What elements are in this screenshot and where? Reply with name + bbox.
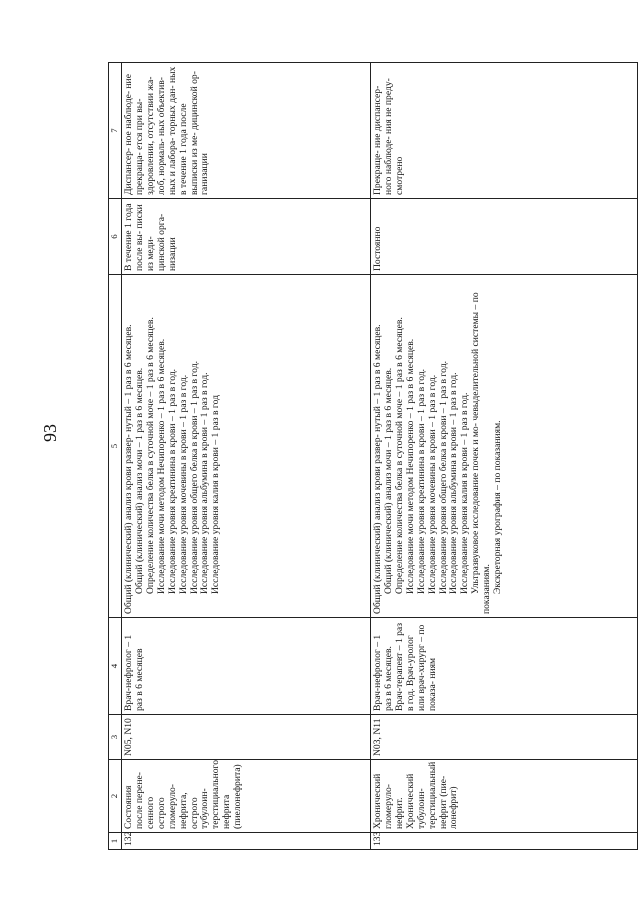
exam-line: Исследование уровня альбумина в крови – 1 раз в год. [199, 372, 211, 594]
exam-line: Определение количества белка в суточной моче – 1 раз в 6 месяцев. [393, 317, 405, 594]
examinations-cell [122, 275, 371, 618]
duration-cell: Постоянно [371, 199, 638, 275]
table-row [122, 63, 371, 850]
exam-line: Исследование уровня мочевины в крови – 1 раз в год. [177, 374, 189, 594]
exam-line: Общий (клинический) анализ крови развер- нутый – 1 раз в 6 месяцев. [372, 324, 383, 614]
exam-line: Экскреторная урография – по показаниям. [492, 420, 504, 594]
column-number: 4 [109, 618, 122, 715]
exam-line: Ультразвуковое исследование почек и мо- чевыделительной системы – по показаниям. [470, 292, 493, 614]
table-row [371, 63, 638, 850]
exam-line: Исследование уровня альбумина в крови – 1 раз в год. [448, 372, 460, 594]
column-number: 5 [109, 275, 122, 618]
exam-line: Исследование уровня мочевины в крови – 1 раз в год. [426, 374, 438, 594]
row-number: 133 [371, 833, 638, 850]
icd-code-cell: N05, N10 [122, 715, 371, 760]
outcome-cell: Диспансер- ное наблюде- ние прекраща- ется при вы- здоровлении, отсутствии жа- лоб, нормаль- ных объектив- ных и лабора- торных дан- ных в течение 1 года после выписки из ме- дицинской ор- ганизации [122, 63, 371, 199]
document-table-container [108, 66, 628, 850]
column-number: 2 [109, 760, 122, 833]
row-number: 132 [122, 833, 371, 850]
exam-line: Исследование уровня креатинина в крови – 1 раз в год. [166, 368, 178, 594]
dispensary-observation-table [108, 62, 638, 850]
exam-line: Исследование уровня общего белка в крови – 1 раз в год. [437, 361, 449, 594]
exam-line: Исследование уровня калия в крови – 1 раз в год. [459, 392, 471, 594]
exam-line: Определение количества белка в суточной моче – 1 раз в 6 месяцев. [144, 317, 156, 594]
column-number: 6 [109, 199, 122, 275]
column-number: 3 [109, 715, 122, 760]
condition-cell: Состояния после перене- сенного острого гломеруло- нефрита, острого тубулоин- терстициального нефрита (пиелонефрита) [122, 760, 371, 833]
exam-line: Исследование уровня креатинина в крови – 1 раз в год. [415, 368, 427, 594]
column-number-row [109, 63, 122, 850]
specialist-cell: Врач-нефролог – 1 раз в 6 месяцев. Врач-терапевт – 1 раз в год. Врач-уролог или врач-хирург – по показа- ниям [371, 618, 638, 715]
column-number: 7 [109, 63, 122, 199]
outcome-cell: Прекраще- ние диспансер- ного наблюде- ния не преду- смотрено [371, 63, 638, 199]
examinations-cell [371, 275, 638, 618]
icd-code-cell: N03, N11 [371, 715, 638, 760]
page-number: 93 [40, 424, 60, 442]
column-number: 1 [109, 833, 122, 850]
condition-cell: Хронический гломеруло- нефрит. Хронический тубулоин- терстициальный нефрит (пие- лонефрит) [371, 760, 638, 833]
duration-cell: В течение 1 года после вы- писки из меди- цинской орга- низации [122, 199, 371, 275]
exam-line: Исследование мочи методом Нечипоренко – 1 раз в 6 месяцев. [155, 338, 167, 594]
exam-line: Исследование мочи методом Нечипоренко – 1 раз в 6 месяцев. [404, 338, 416, 594]
exam-line: Общий (клинический) анализ крови развер- нутый – 1 раз в 6 месяцев. [123, 324, 134, 614]
exam-line: Общий (клинический) анализ мочи – 1 раз в 6 месяцев. [133, 367, 145, 594]
specialist-cell: Врач-нефролог – 1 раз в 6 месяцев [122, 618, 371, 715]
exam-line: Исследование уровня калия в крови – 1 раз в год [210, 395, 222, 594]
exam-line: Общий (клинический) анализ мочи – 1 раз в 6 месяцев. [382, 367, 394, 594]
exam-line: Исследование уровня общего белка в крови – 1 раз в год. [188, 361, 200, 594]
